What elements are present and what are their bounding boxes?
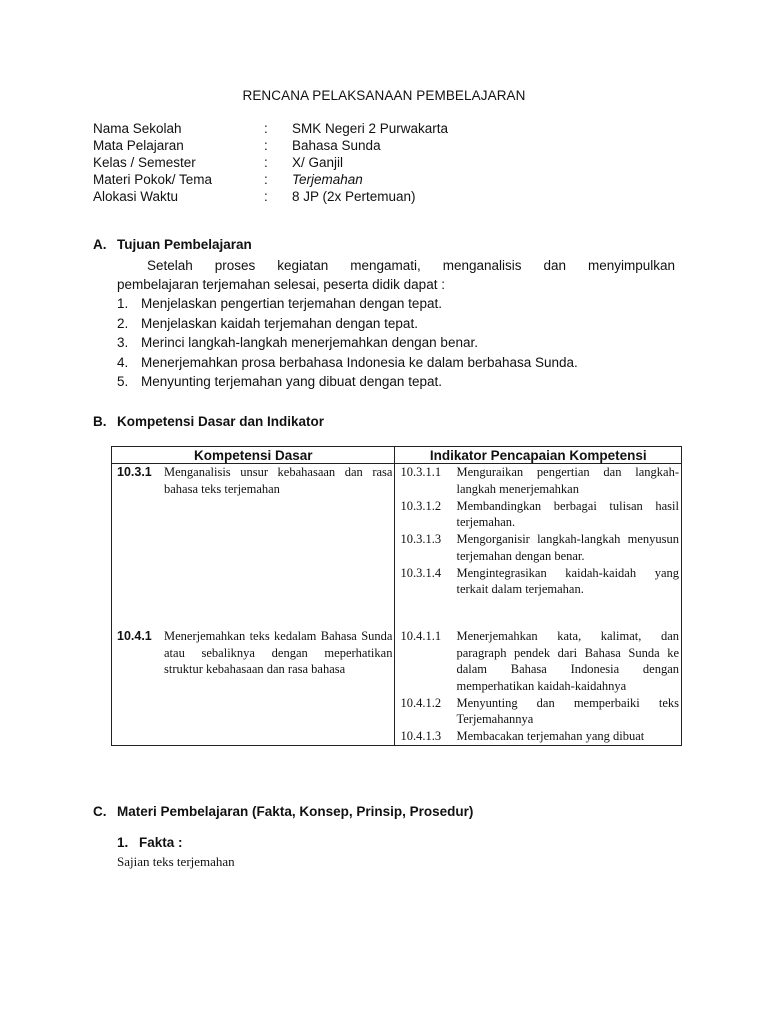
section-letter: B. [93,414,107,429]
indicator-text: Menyunting dan memperbaiki teks Terjemahannya [456,695,679,726]
kd-cell [112,464,395,629]
identity-sep: : [264,155,268,170]
competency-table [111,446,682,746]
objectives-list [117,294,578,392]
indicator-text: Mengorganisir langkah-langkah menyusun terjemahan dengan benar. [456,532,679,563]
identity-key: Kelas / Semester [93,155,196,170]
indicator-code: 10.4.1.3 [400,729,442,743]
list-number: 3. [117,335,129,351]
table-header-indicator: Indikator Pencapaian Kompetensi [395,447,682,464]
subsection-heading [117,835,183,850]
identity-key: Nama Sekolah [93,121,182,136]
section-a-intro-line2: pembelajaran terjemahan selesai, peserta didik dapat : [117,277,445,292]
indicator-item [395,628,681,694]
table-row [112,628,682,746]
indicator-text: Mengintegrasikan kaidah-kaidah yang terkait dalam terjemahan. [456,565,679,596]
list-number: 5. [117,374,129,390]
indicator-text: Membandingkan berbagai tulisan hasil terjemahan. [456,498,679,529]
list-number: 2. [117,315,129,331]
kd-cell [112,628,395,746]
section-title: Tujuan Pembelajaran [117,237,252,252]
list-item [117,314,578,334]
indicator-item [395,531,681,564]
kd-code: 10.3.1 [117,465,152,479]
subsection-text: Sajian teks terjemahan [117,854,235,869]
indicator-item [395,728,681,745]
identity-key: Alokasi Waktu [93,189,179,204]
indicator-cell [395,628,682,746]
identity-key: Materi Pokok/ Tema [93,172,213,187]
list-number: 1. [117,296,129,311]
list-item [117,372,578,392]
indicator-item [395,464,681,497]
indicator-code: 10.3.1.2 [400,498,442,513]
section-title: Materi Pembelajaran (Fakta, Konsep, Prinsip, Prosedur) [117,804,474,819]
subsection-number: 1. [117,835,129,850]
section-letter: A. [93,237,107,252]
indicator-text: Menguraikan pengertian dan langkah-langkah menerjemahkan [456,465,679,496]
table-row [112,464,682,629]
identity-value: X/ Ganjil [292,155,344,170]
kd-code: 10.4.1 [117,629,152,643]
subsection-title: Fakta : [139,835,183,850]
section-a-heading [93,237,252,252]
identity-sep: : [264,138,268,153]
section-b-heading [93,414,324,429]
document-title: RENCANA PELAKSANAAN PEMBELAJARAN [242,88,526,103]
indicator-code: 10.3.1.3 [400,532,442,546]
kd-text: Menerjemahkan teks kedalam Bahasa Sunda atau sebaliknya dengan meperhatikan struktur kebahasaan dan rasa bahasa [164,629,393,676]
section-c-heading [93,804,473,819]
identity-sep: : [264,172,268,187]
section-a-intro-line1: Setelah proses kegiatan mengamati, menganalisis dan menyimpulkan [147,258,675,273]
identity-sep: : [264,121,268,136]
indicator-item [395,695,681,728]
list-text: Menjelaskan kaidah terjemahan dengan tepat. [141,315,418,331]
list-text: Menjelaskan pengertian terjemahan dengan tepat. [141,296,442,311]
list-number: 4. [117,354,129,370]
list-text: Menerjemahkan prosa berbahasa Indonesia ke dalam berbahasa Sunda. [141,354,578,370]
list-text: Menyunting terjemahan yang dibuat dengan tepat. [141,374,442,390]
indicator-code: 10.4.1.2 [400,695,442,710]
indicator-code: 10.3.1.1 [400,465,442,479]
identity-value: SMK Negeri 2 Purwakarta [292,121,449,136]
list-text: Merinci langkah-langkah menerjemahkan dengan benar. [141,335,478,351]
identity-value: Bahasa Sunda [292,138,381,153]
indicator-text: Menerjemahkan kata, kalimat, dan paragraph pendek dari Bahasa Sunda ke dalam Bahasa Indonesia dengan memperhatikan kaidah-kaidahnya [456,629,679,693]
indicator-item [395,565,681,598]
kd-item [112,628,394,678]
section-title: Kompetensi Dasar dan Indikator [117,414,325,429]
section-letter: C. [93,804,107,819]
identity-value: Terjemahan [292,172,363,187]
indicator-cell [395,464,682,629]
list-item [117,294,578,314]
list-item [117,333,578,353]
indicator-text: Membacakan terjemahan yang dibuat [456,729,645,743]
identity-value: 8 JP (2x Pertemuan) [292,189,416,204]
kd-text: Menganalisis unsur kebahasaan dan rasa bahasa teks terjemahan [164,465,393,496]
indicator-code: 10.3.1.4 [400,565,442,580]
indicator-item [395,498,681,531]
identity-key: Mata Pelajaran [93,138,184,153]
kd-item [112,464,394,497]
table-header-kd: Kompetensi Dasar [112,447,395,464]
identity-sep: : [264,189,268,204]
list-item [117,353,578,373]
indicator-code: 10.4.1.1 [400,629,442,643]
